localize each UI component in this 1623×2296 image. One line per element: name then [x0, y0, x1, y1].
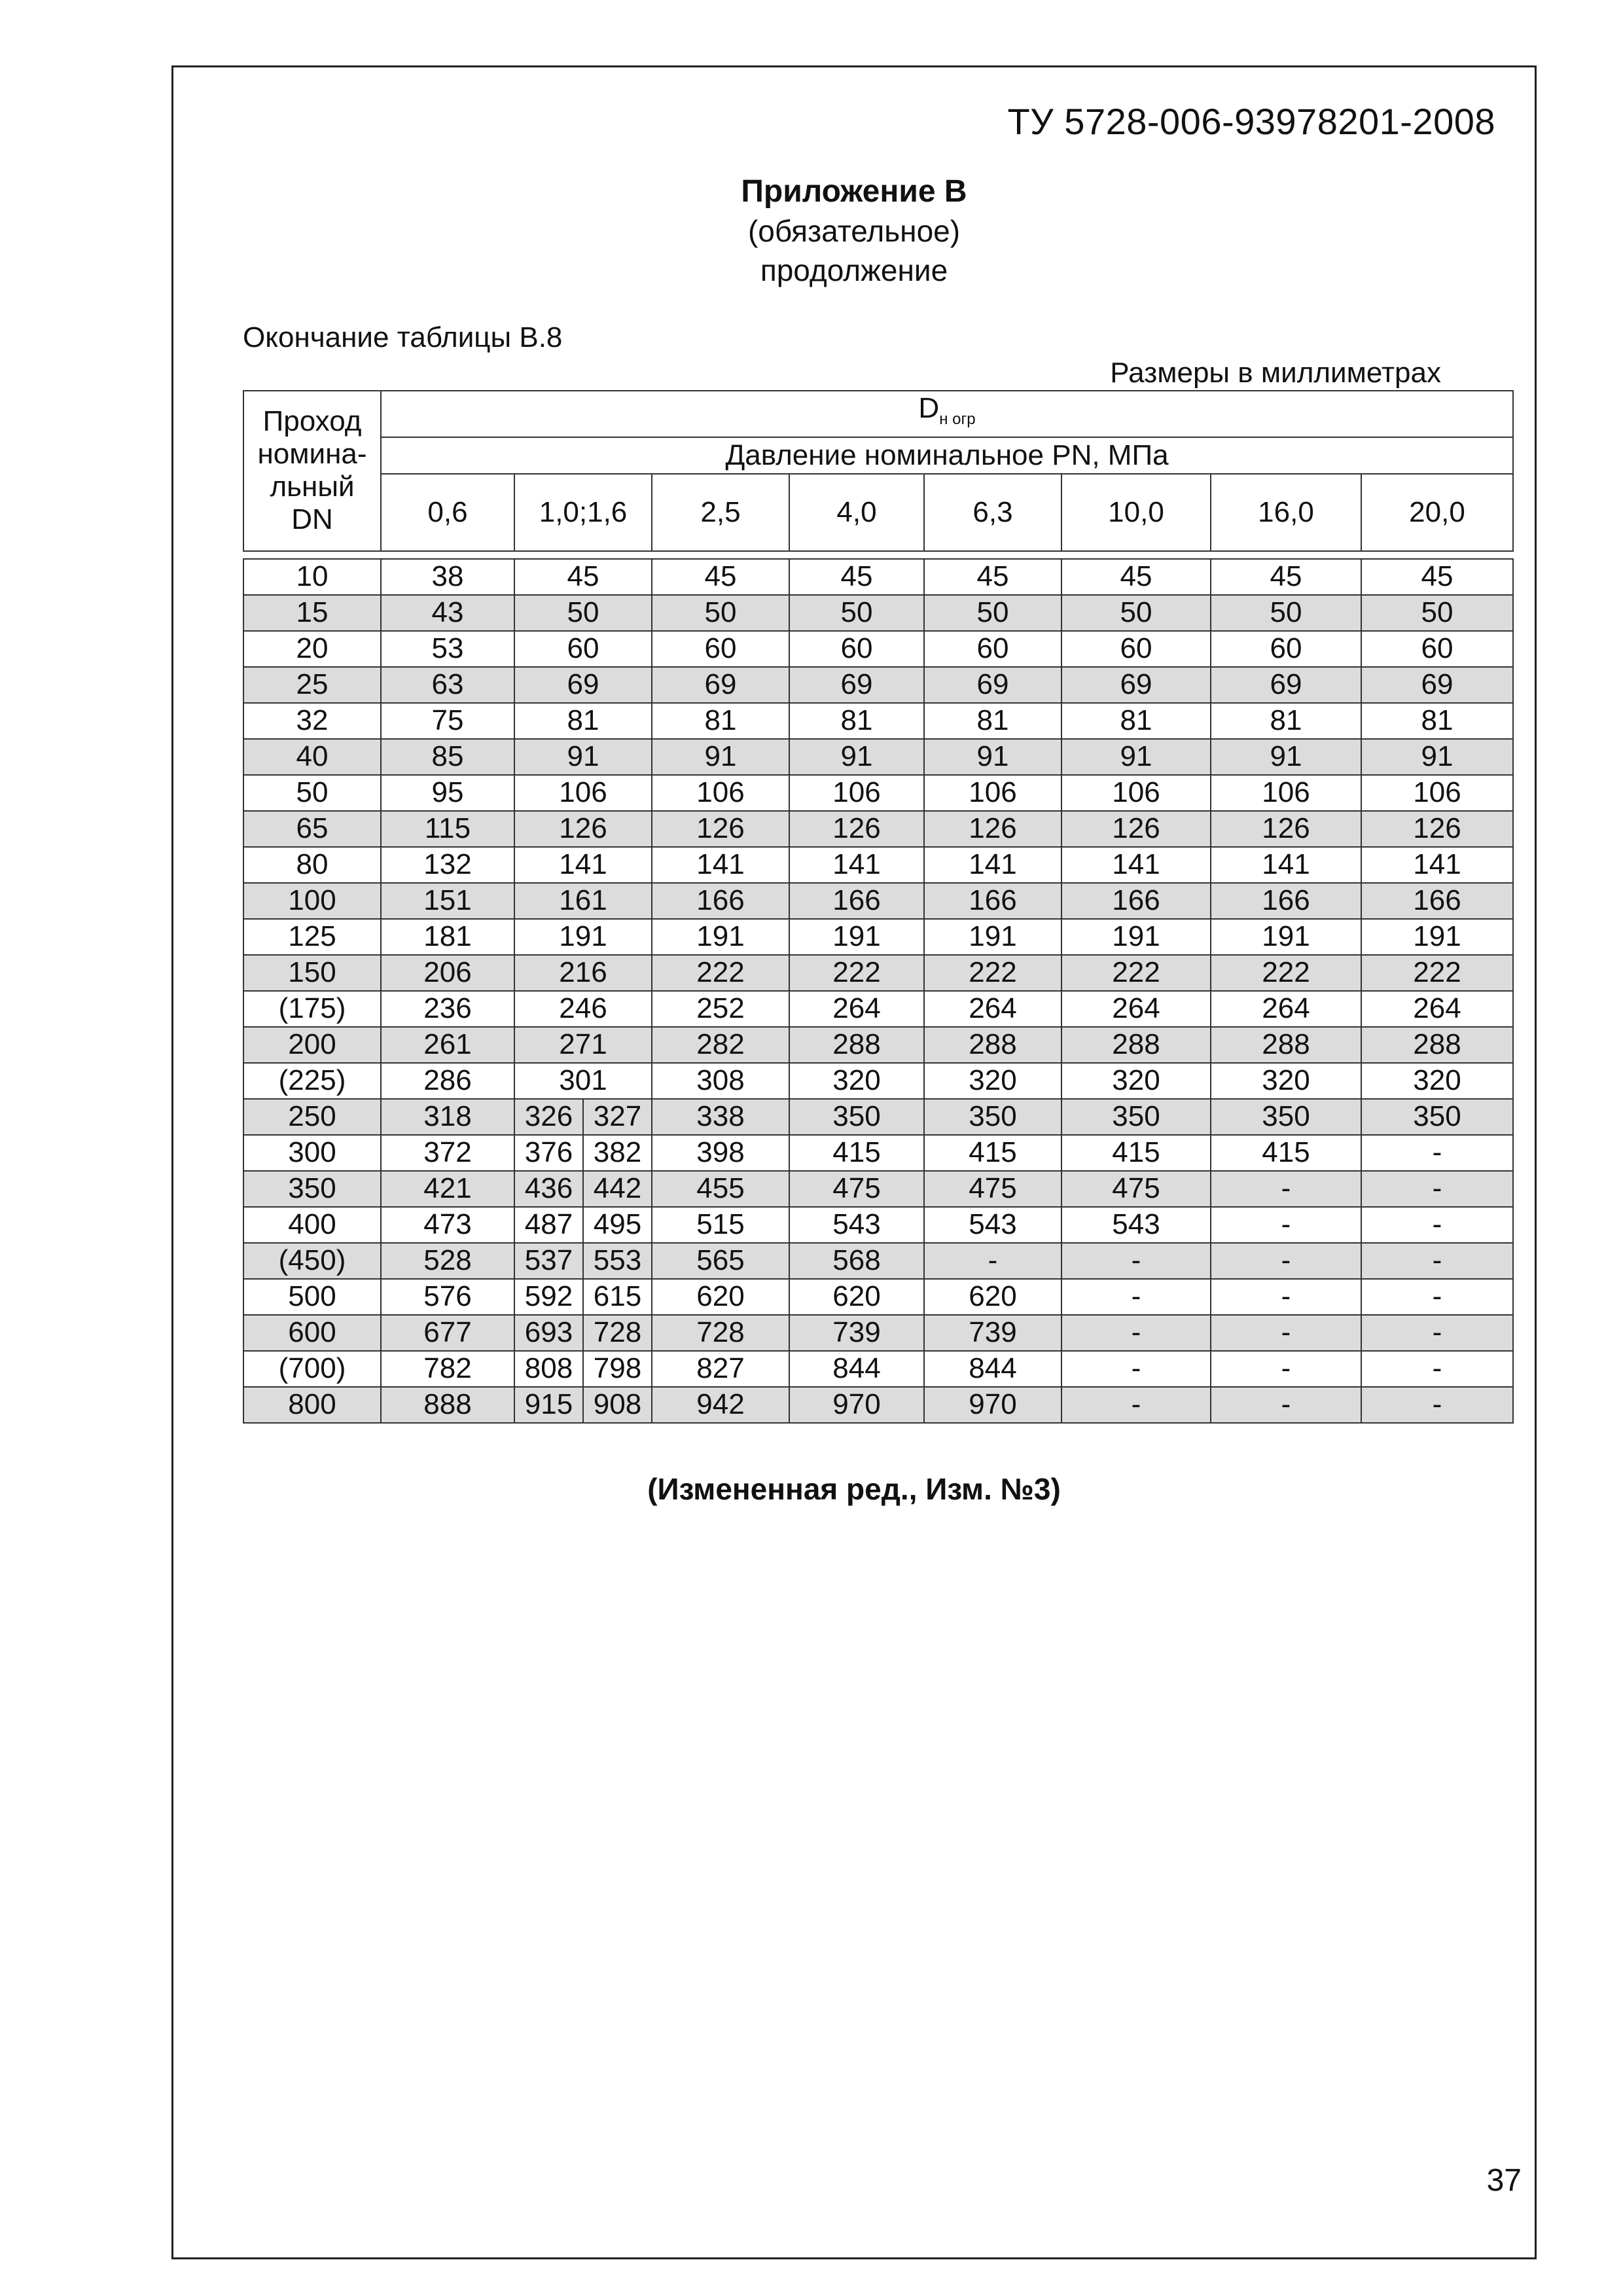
appendix-subtitle: (обязательное): [747, 214, 961, 248]
value-cell: 60: [924, 631, 1061, 667]
value-cell: 436: [514, 1171, 583, 1207]
value-cell: 398: [652, 1135, 789, 1171]
value-cell: 45: [514, 559, 652, 595]
value-cell: 60: [1211, 631, 1361, 667]
value-cell: 222: [1061, 955, 1211, 991]
value-cell: 222: [789, 955, 924, 991]
value-cell: -: [1061, 1315, 1211, 1351]
value-cell: -: [1211, 1207, 1361, 1243]
dn-cell: 250: [243, 1099, 381, 1135]
value-cell: 537: [514, 1243, 583, 1279]
dimensions-table: [243, 390, 1514, 1424]
dn-cell: 400: [243, 1207, 381, 1243]
value-cell: 350: [1061, 1099, 1211, 1135]
value-cell: 38: [381, 559, 514, 595]
table-row: [243, 955, 1513, 991]
pn-column-header: 16,0: [1211, 474, 1361, 551]
value-cell: 45: [924, 559, 1061, 595]
value-cell: 191: [924, 919, 1061, 955]
value-cell: 693: [514, 1315, 583, 1351]
value-cell: 141: [652, 847, 789, 883]
value-cell: -: [1361, 1351, 1513, 1387]
value-cell: 475: [1061, 1171, 1211, 1207]
dn-cell: (175): [243, 991, 381, 1027]
value-cell: 106: [1361, 775, 1513, 811]
value-cell: 191: [789, 919, 924, 955]
value-cell: 141: [789, 847, 924, 883]
value-cell: 288: [1361, 1027, 1513, 1063]
value-cell: 382: [583, 1135, 652, 1171]
table-row: [243, 847, 1513, 883]
value-cell: 50: [924, 595, 1061, 631]
value-cell: 222: [1211, 955, 1361, 991]
value-cell: 60: [1361, 631, 1513, 667]
outer-diameter-symbol: D: [918, 392, 940, 424]
value-cell: 318: [381, 1099, 514, 1135]
value-cell: 69: [514, 667, 652, 703]
value-cell: 81: [924, 703, 1061, 739]
value-cell: 75: [381, 703, 514, 739]
value-cell: 63: [381, 667, 514, 703]
value-cell: 106: [1061, 775, 1211, 811]
appendix-title: Приложение В: [741, 174, 967, 209]
pn-column-header: 4,0: [789, 474, 924, 551]
value-cell: 126: [514, 811, 652, 847]
value-cell: 206: [381, 955, 514, 991]
value-cell: 91: [1361, 739, 1513, 775]
value-cell: 91: [1211, 739, 1361, 775]
value-cell: 908: [583, 1387, 652, 1423]
value-cell: 106: [789, 775, 924, 811]
value-cell: 50: [1211, 595, 1361, 631]
dn-cell: 150: [243, 955, 381, 991]
dn-cell: 500: [243, 1279, 381, 1315]
value-cell: 166: [652, 883, 789, 919]
value-cell: 252: [652, 991, 789, 1027]
value-cell: 191: [1361, 919, 1513, 955]
table-row: [243, 919, 1513, 955]
dn-cell: 350: [243, 1171, 381, 1207]
value-cell: 442: [583, 1171, 652, 1207]
value-cell: 320: [1361, 1063, 1513, 1099]
value-cell: 543: [1061, 1207, 1211, 1243]
table-row: [243, 667, 1513, 703]
value-cell: 301: [514, 1063, 652, 1099]
table-row: [243, 559, 1513, 595]
value-cell: 69: [789, 667, 924, 703]
value-cell: 81: [1061, 703, 1211, 739]
table-row: [243, 1099, 1513, 1135]
value-cell: 60: [1061, 631, 1211, 667]
value-cell: 69: [1361, 667, 1513, 703]
value-cell: -: [1361, 1171, 1513, 1207]
value-cell: 970: [789, 1387, 924, 1423]
table-row: [243, 1027, 1513, 1063]
value-cell: 565: [652, 1243, 789, 1279]
value-cell: 264: [1061, 991, 1211, 1027]
value-cell: 69: [924, 667, 1061, 703]
value-cell: 739: [924, 1315, 1061, 1351]
value-cell: 91: [514, 739, 652, 775]
value-cell: 91: [652, 739, 789, 775]
dn-header-line: номина-: [257, 438, 367, 471]
value-cell: 543: [789, 1207, 924, 1243]
value-cell: 91: [1061, 739, 1211, 775]
value-cell: 106: [1211, 775, 1361, 811]
value-cell: 592: [514, 1279, 583, 1315]
value-cell: 320: [924, 1063, 1061, 1099]
dn-cell: (450): [243, 1243, 381, 1279]
appendix-heading: [173, 172, 1535, 290]
value-cell: 43: [381, 595, 514, 631]
value-cell: 288: [1061, 1027, 1211, 1063]
value-cell: 45: [789, 559, 924, 595]
dn-cell: 80: [243, 847, 381, 883]
value-cell: 60: [789, 631, 924, 667]
value-cell: 81: [1211, 703, 1361, 739]
value-cell: 60: [514, 631, 652, 667]
dn-cell: 32: [243, 703, 381, 739]
value-cell: 350: [1361, 1099, 1513, 1135]
pn-column-header: 20,0: [1361, 474, 1513, 551]
pn-column-header: 10,0: [1061, 474, 1211, 551]
value-cell: -: [1361, 1243, 1513, 1279]
table-row: [243, 883, 1513, 919]
value-cell: 45: [1361, 559, 1513, 595]
value-cell: 191: [1061, 919, 1211, 955]
value-cell: -: [1361, 1387, 1513, 1423]
value-cell: 415: [924, 1135, 1061, 1171]
dn-cell: 300: [243, 1135, 381, 1171]
value-cell: 246: [514, 991, 652, 1027]
table-row: [243, 775, 1513, 811]
value-cell: 888: [381, 1387, 514, 1423]
table-row: [243, 739, 1513, 775]
dn-cell: 100: [243, 883, 381, 919]
value-cell: 376: [514, 1135, 583, 1171]
value-cell: 106: [514, 775, 652, 811]
value-cell: 141: [924, 847, 1061, 883]
value-cell: 568: [789, 1243, 924, 1279]
value-cell: 166: [1361, 883, 1513, 919]
value-cell: -: [1211, 1387, 1361, 1423]
value-cell: 576: [381, 1279, 514, 1315]
value-cell: 126: [1211, 811, 1361, 847]
dn-cell: 200: [243, 1027, 381, 1063]
value-cell: 81: [1361, 703, 1513, 739]
value-cell: 844: [789, 1351, 924, 1387]
value-cell: -: [1061, 1351, 1211, 1387]
value-cell: 181: [381, 919, 514, 955]
value-cell: -: [1061, 1243, 1211, 1279]
value-cell: 81: [789, 703, 924, 739]
value-cell: 475: [924, 1171, 1061, 1207]
value-cell: 126: [789, 811, 924, 847]
value-cell: 141: [1361, 847, 1513, 883]
spacer-cell: [243, 551, 1513, 559]
value-cell: 350: [924, 1099, 1061, 1135]
value-cell: 50: [789, 595, 924, 631]
value-cell: 844: [924, 1351, 1061, 1387]
value-cell: -: [924, 1243, 1061, 1279]
value-cell: 798: [583, 1351, 652, 1387]
value-cell: 475: [789, 1171, 924, 1207]
table-row: [243, 1135, 1513, 1171]
value-cell: 81: [652, 703, 789, 739]
table-row: [243, 1315, 1513, 1351]
dn-cell: (225): [243, 1063, 381, 1099]
value-cell: 50: [1061, 595, 1211, 631]
value-cell: 528: [381, 1243, 514, 1279]
value-cell: 115: [381, 811, 514, 847]
dn-header-line: DN: [291, 503, 333, 536]
value-cell: 85: [381, 739, 514, 775]
value-cell: -: [1061, 1279, 1211, 1315]
value-cell: 264: [924, 991, 1061, 1027]
value-cell: -: [1361, 1315, 1513, 1351]
table-row: [243, 991, 1513, 1027]
dn-column-header: [243, 391, 381, 551]
units-note: Размеры в миллиметрах: [1110, 357, 1441, 389]
dn-cell: (700): [243, 1351, 381, 1387]
appendix-continuation: продолжение: [760, 253, 948, 287]
value-cell: 350: [1211, 1099, 1361, 1135]
value-cell: 69: [652, 667, 789, 703]
dn-cell: 40: [243, 739, 381, 775]
value-cell: 728: [652, 1315, 789, 1351]
table-row: [243, 1063, 1513, 1099]
outer-diameter-header: [381, 391, 1513, 437]
value-cell: 415: [789, 1135, 924, 1171]
table-row: [243, 1351, 1513, 1387]
value-cell: 515: [652, 1207, 789, 1243]
value-cell: 808: [514, 1351, 583, 1387]
value-cell: 372: [381, 1135, 514, 1171]
value-cell: 487: [514, 1207, 583, 1243]
value-cell: 261: [381, 1027, 514, 1063]
value-cell: 166: [789, 883, 924, 919]
value-cell: 166: [1211, 883, 1361, 919]
value-cell: 728: [583, 1315, 652, 1351]
value-cell: 543: [924, 1207, 1061, 1243]
dn-cell: 65: [243, 811, 381, 847]
pn-column-header: 1,0;1,6: [514, 474, 652, 551]
value-cell: 81: [514, 703, 652, 739]
value-cell: -: [1361, 1207, 1513, 1243]
value-cell: 45: [1211, 559, 1361, 595]
value-cell: 69: [1211, 667, 1361, 703]
value-cell: 553: [583, 1243, 652, 1279]
table-row: [243, 1387, 1513, 1423]
table-row: [243, 703, 1513, 739]
value-cell: 95: [381, 775, 514, 811]
value-cell: 45: [1061, 559, 1211, 595]
value-cell: 50: [514, 595, 652, 631]
value-cell: 236: [381, 991, 514, 1027]
value-cell: 288: [924, 1027, 1061, 1063]
value-cell: 915: [514, 1387, 583, 1423]
value-cell: 166: [924, 883, 1061, 919]
table-caption: Окончание таблицы В.8: [243, 321, 563, 353]
value-cell: 45: [652, 559, 789, 595]
value-cell: 620: [924, 1279, 1061, 1315]
value-cell: 264: [1361, 991, 1513, 1027]
value-cell: 126: [924, 811, 1061, 847]
value-cell: -: [1211, 1351, 1361, 1387]
value-cell: 620: [652, 1279, 789, 1315]
value-cell: 53: [381, 631, 514, 667]
value-cell: 166: [1061, 883, 1211, 919]
value-cell: 620: [789, 1279, 924, 1315]
value-cell: 827: [652, 1351, 789, 1387]
value-cell: 222: [924, 955, 1061, 991]
value-cell: -: [1211, 1243, 1361, 1279]
value-cell: 91: [789, 739, 924, 775]
value-cell: -: [1361, 1135, 1513, 1171]
value-cell: 455: [652, 1171, 789, 1207]
value-cell: 91: [924, 739, 1061, 775]
value-cell: 495: [583, 1207, 652, 1243]
value-cell: 222: [652, 955, 789, 991]
document-code: ТУ 5728-006-93978201-2008: [1007, 101, 1495, 142]
value-cell: 286: [381, 1063, 514, 1099]
outer-diameter-subscript: н огр: [939, 410, 976, 428]
header-spacer-row: [243, 551, 1513, 559]
value-cell: -: [1361, 1279, 1513, 1315]
value-cell: 222: [1361, 955, 1513, 991]
table-row: [243, 1207, 1513, 1243]
value-cell: 320: [1211, 1063, 1361, 1099]
dn-cell: 15: [243, 595, 381, 631]
value-cell: 739: [789, 1315, 924, 1351]
dn-cell: 50: [243, 775, 381, 811]
value-cell: 326: [514, 1099, 583, 1135]
dn-header-line: Проход: [262, 405, 362, 438]
pn-column-header: 0,6: [381, 474, 514, 551]
value-cell: 69: [1061, 667, 1211, 703]
value-cell: 677: [381, 1315, 514, 1351]
dn-header-line: льный: [270, 471, 355, 503]
dimensions-table-wrapper: [243, 390, 1512, 1424]
value-cell: 271: [514, 1027, 652, 1063]
value-cell: 415: [1211, 1135, 1361, 1171]
table-row: [243, 631, 1513, 667]
value-cell: 141: [1211, 847, 1361, 883]
dn-cell: 800: [243, 1387, 381, 1423]
value-cell: -: [1061, 1387, 1211, 1423]
pn-column-header: 2,5: [652, 474, 789, 551]
value-cell: 161: [514, 883, 652, 919]
value-cell: 282: [652, 1027, 789, 1063]
dn-cell: 10: [243, 559, 381, 595]
amendment-note: (Измененная ред., Изм. №3): [647, 1472, 1061, 1506]
value-cell: 50: [1361, 595, 1513, 631]
value-cell: 106: [652, 775, 789, 811]
value-cell: -: [1211, 1315, 1361, 1351]
value-cell: 288: [789, 1027, 924, 1063]
value-cell: 141: [1061, 847, 1211, 883]
value-cell: 264: [789, 991, 924, 1027]
table-row: [243, 1171, 1513, 1207]
table-row: [243, 1243, 1513, 1279]
value-cell: 421: [381, 1171, 514, 1207]
value-cell: 191: [652, 919, 789, 955]
value-cell: 338: [652, 1099, 789, 1135]
dn-cell: 25: [243, 667, 381, 703]
value-cell: 151: [381, 883, 514, 919]
value-cell: 350: [789, 1099, 924, 1135]
value-cell: 191: [1211, 919, 1361, 955]
table-body: [243, 551, 1513, 1423]
dn-cell: 125: [243, 919, 381, 955]
value-cell: 308: [652, 1063, 789, 1099]
value-cell: -: [1211, 1171, 1361, 1207]
value-cell: 50: [652, 595, 789, 631]
value-cell: -: [1211, 1279, 1361, 1315]
value-cell: 615: [583, 1279, 652, 1315]
value-cell: 106: [924, 775, 1061, 811]
value-cell: 320: [789, 1063, 924, 1099]
value-cell: 327: [583, 1099, 652, 1135]
value-cell: 970: [924, 1387, 1061, 1423]
value-cell: 942: [652, 1387, 789, 1423]
page-frame: [171, 65, 1537, 2259]
dn-cell: 600: [243, 1315, 381, 1351]
value-cell: 264: [1211, 991, 1361, 1027]
value-cell: 288: [1211, 1027, 1361, 1063]
table-row: [243, 811, 1513, 847]
dn-cell: 20: [243, 631, 381, 667]
value-cell: 216: [514, 955, 652, 991]
value-cell: 191: [514, 919, 652, 955]
value-cell: 132: [381, 847, 514, 883]
value-cell: 126: [652, 811, 789, 847]
value-cell: 473: [381, 1207, 514, 1243]
value-cell: 782: [381, 1351, 514, 1387]
value-cell: 415: [1061, 1135, 1211, 1171]
value-cell: 126: [1061, 811, 1211, 847]
value-cell: 60: [652, 631, 789, 667]
value-cell: 141: [514, 847, 652, 883]
value-cell: 320: [1061, 1063, 1211, 1099]
page-number: 37: [1486, 2163, 1522, 2198]
pn-column-header: 6,3: [924, 474, 1061, 551]
table-row: [243, 595, 1513, 631]
table-row: [243, 1279, 1513, 1315]
pressure-header: Давление номинальное PN, МПа: [381, 437, 1513, 474]
value-cell: 126: [1361, 811, 1513, 847]
